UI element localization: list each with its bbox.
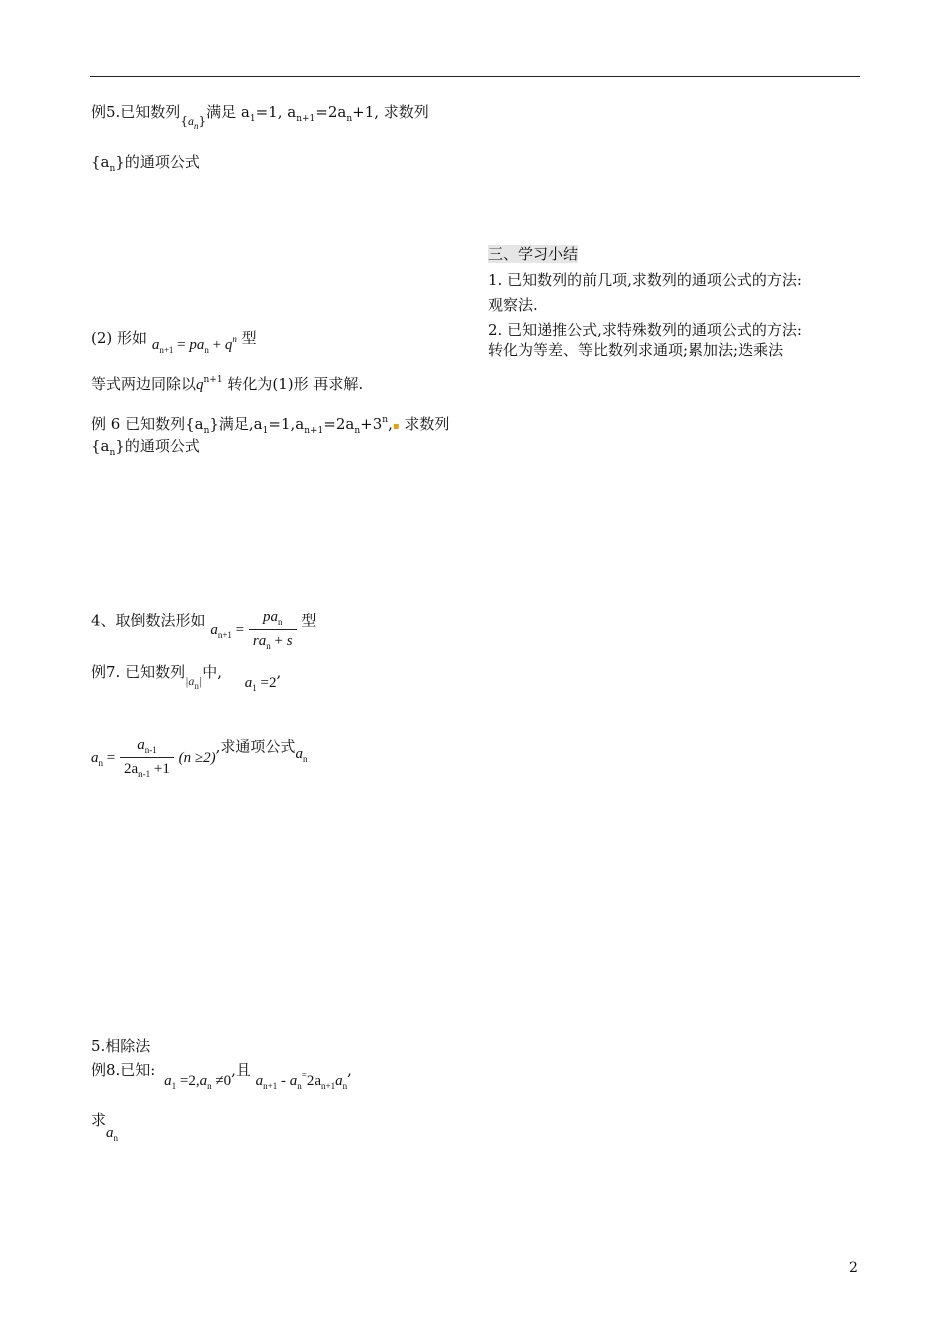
ex7-fraction: $\frac{a_{n-1}}{2a_{n-1} +1}$ (120, 734, 174, 781)
ex5-line1 (91, 102, 429, 131)
ex5-line2: $\{a_n\}$的通项公式 (91, 153, 200, 174)
ex5-recurrence: $a_{n+1}=2a_n+1$, 求数列 (287, 103, 429, 124)
ex7-line1: 例7. 已知数列$_{|a_n|}$中, $a_1 =2$, (91, 663, 282, 693)
form2-line (91, 328, 257, 355)
ex7-tail: ,求通项公式 (215, 737, 296, 756)
ex5-satisfy: 满足 (206, 103, 237, 121)
ex5-intro: 例5.已知数列 (91, 103, 181, 121)
page-number: 2 (849, 1260, 858, 1276)
method4-fraction: $\frac{pa_n}{ra_n + s}$ (249, 606, 297, 653)
ex7-a1: $a_1 =2$ (244, 675, 277, 693)
method4-lhs: $a_{n+1}$ = (210, 621, 245, 640)
method4-tail: 型 (301, 611, 317, 630)
ex8-ask: 求$a_n$ (91, 1111, 119, 1143)
method4-line (91, 598, 317, 651)
method4-label: 4、取倒数法形如 (91, 611, 206, 630)
header-rule (90, 76, 860, 77)
summary-heading: 三、学习小结 (488, 245, 579, 263)
ex5-set: {an} (180, 114, 207, 131)
orange-dot-mark: ▪ (392, 421, 400, 432)
form2-expression: $a_{n+1} = pa_n + q^n$ (151, 334, 237, 355)
form2-tail: 型 (241, 329, 257, 347)
summary-item2-line1: 2. 已知递推公式,求特殊数列的通项公式的方法: (488, 321, 802, 339)
ex8-cond1: $a_1 =2,a_n \ne 0$ (164, 1073, 232, 1091)
form2-note: 等式两边同除以$q^{n+1}$ 转化为(1)形 再求解. (91, 375, 364, 393)
ex7-line2 (91, 724, 308, 779)
ex7-target: $a_n$ (295, 745, 308, 764)
summary-item2-line2: 转化为等差、等比数列求通项;累加法;迭乘法 (488, 341, 784, 359)
ex7-lhs: $a_n$ = (91, 749, 116, 768)
ex8-line: 例8.已知: $a_1 =2,a_n \ne 0$,且 $a_{n+1} - a_n^=2a_{n+1}a_n$, (91, 1061, 352, 1091)
ex6-line2: $\{a_n\}$的通项公式 (91, 437, 200, 458)
ex7-set: |an| (185, 674, 203, 691)
ex8-cond2: $a_{n+1} - a_n^=2a_{n+1}a_n$ (255, 1070, 348, 1091)
method5-heading: 5.相除法 (91, 1037, 151, 1055)
summary-item1-line2: 观察法. (488, 296, 538, 314)
form2-label: (2) 形如 (91, 329, 148, 347)
summary-item1-line1: 1. 已知数列的前几项,求数列的通项公式的方法: (488, 271, 802, 289)
ex7-condition: (n ≥2) (178, 749, 216, 766)
ex5-a1: $a_1=1$, (240, 103, 283, 124)
ex6-line1: 例 6 已知数列$\{a_n\}$满足$,a_1=1,a_{n+1}=2a_n+3^n,▪$ 求数列 (91, 415, 450, 436)
